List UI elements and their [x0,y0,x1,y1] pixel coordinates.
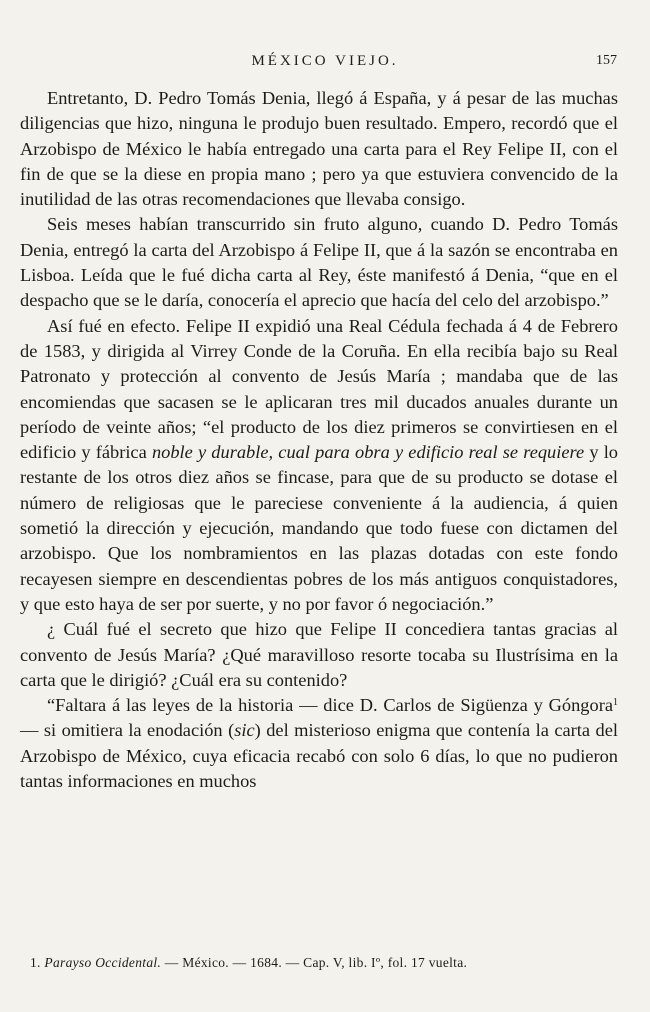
sic-marker: sic [234,720,255,741]
footnote [30,955,467,971]
paragraph-text: y lo restante de los otros diez años se fincase, para que de su producto se dotase el número de religiosas que le pareciese conveniente á la audiencia, á quien sometió la dirección y ejecución, mandando que todo fuese con dictamen del arzobispo. Que los nombramientos en las plazas dotadas con este fondo recayesen siempre en descendientas pobres de los más antiguos conquistadores, y que esto haya de ser por suerte, y no por favor ó negociación.” [20,442,619,614]
paragraph-text: Así fué en efecto. Felipe II expidió una Real Cédula fechada á 4 de Febrero de 1583, y dirigida al Virrey Conde de la Coruña. En ella recibía bajo su Real Patronato y protección al convento de Jesús María ; mandaba que de las encomiendas que sacasen se le aplicaran tres mil ducados anuales durante un período de veinte años; “el producto de los diez primeros se convirtiesen en el edificio y fábrica [20,315,618,463]
paragraph [20,212,618,313]
paragraph-text: Seis meses habían transcurrido sin fruto alguno, cuando D. Pedro Tomás Denia, entregó la carta del Arzobispo á Felipe II, que á la sazón se encontraba en Lisboa. Leída que le fué dicha carta al Rey, éste manifestó á Denia, “que en el despacho que se le daría, conocería el aprecio que hacía del celo del arzobispo.” [20,214,618,311]
running-head [0,50,650,74]
running-title: MÉXICO VIEJO. [251,53,399,69]
paragraph-text: Entretanto, D. Pedro Tomás Denia, llegó á España, y á pesar de las muchas diligencias que hizo, ninguna le produjo buen resultado. Empero, recordó que el Arzobispo de México le había entregado una carta para el Rey Felipe II, con el fin de que se la diese en propia mano ; pero ya que estuviera convencido de la inutilidad de las otras recomendaciones que llevaba consigo. [20,88,618,210]
paragraph [20,314,618,618]
footnote-title: Parayso Occidental. [44,955,162,970]
footnote-reference: 1 [613,697,618,709]
paragraph [20,693,618,794]
paragraph-text: ¿ Cuál fué el secreto que hizo que Felipe II concediera tantas gracias al convento de Jesús María? ¿Qué maravilloso resorte tocaba su Ilustrísima en la carta que le dirigió? ¿Cuál era su contenido? [20,619,618,690]
paragraph-text: ) del misterioso enigma que contenía la carta del Arzobispo de México, cuya eficacia recabó con solo 6 días, lo que no pudieron tantas informaciones en muchos [20,720,618,792]
italic-quote: noble y durable, cual para obra y edificio real se requiere [151,442,585,463]
footnote-text: — México. — 1684. — Cap. V, lib. Iº, fol. 17 vuelta. [161,955,468,970]
paragraph [20,617,618,693]
body-text [20,86,618,794]
page-number: 157 [596,53,617,68]
footnote-number: 1. [30,955,41,970]
paragraph-text: “Faltara á las leyes de la historia — dice D. Carlos de Sigüenza y Góngora [47,695,613,716]
paragraph-text: — si omitiera la enodación ( [20,720,235,741]
paragraph [20,86,618,212]
